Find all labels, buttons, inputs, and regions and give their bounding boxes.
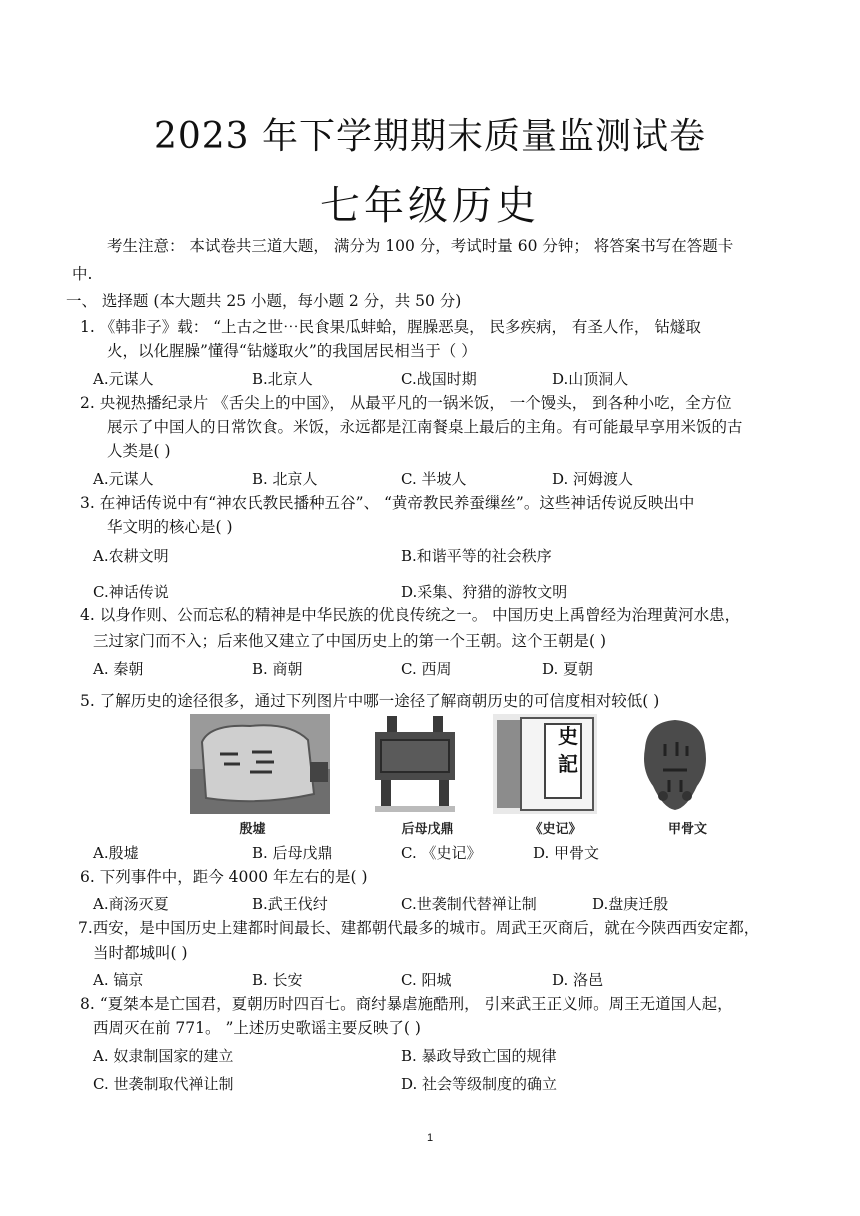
question-2-line-3: 人类是( ) xyxy=(107,442,171,460)
caption-yinxu: 殷墟 xyxy=(239,822,266,837)
q4-option-c: C. 西周 xyxy=(401,660,452,678)
notice-line-1: 考生注意： 本试卷共三道大题， 满分为 100 分，考试时量 60 分钟； 将答案书写在答题卡 xyxy=(107,237,734,255)
q1-option-a: A.元谋人 xyxy=(93,370,154,388)
q2-option-a: A.元谋人 xyxy=(93,470,154,488)
q2-option-c: C. 半坡人 xyxy=(401,470,467,488)
book-glyph-shi: 史 xyxy=(558,724,578,748)
q8-option-c: C. 世袭制取代禅让制 xyxy=(93,1075,234,1093)
page-number: 1 xyxy=(426,1132,434,1144)
q7-option-d: D. 洛邑 xyxy=(552,971,604,989)
q3-option-d: D.采集、狩猎的游牧文明 xyxy=(401,583,568,601)
q5-option-a: A.殷墟 xyxy=(93,844,139,862)
question-4-line-1: 4. 以身作则、公而忘私的精神是中华民族的优良传统之一。 中国历史上禹曾经为治理黄河水患， xyxy=(80,606,741,624)
section-heading: 一、 选择题 (本大题共 25 小题，每小题 2 分，共 50 分) xyxy=(66,292,462,310)
q4-option-d: D. 夏朝 xyxy=(542,660,594,678)
question-1-line-2: 火，以化腥臊”懂得“钻燧取火”的我国居民相当于（ ） xyxy=(107,342,477,360)
q3-option-a: A.农耕文明 xyxy=(93,547,169,565)
q7-option-c: C. 阳城 xyxy=(401,971,452,989)
q5-option-c: C. 《史记》 xyxy=(401,844,482,862)
q5-option-d: D. 甲骨文 xyxy=(533,844,600,862)
question-3-line-1: 3. 在神话传说中有“神农氏教民播种五谷”、 “黄帝教民养蚕缫丝”。这些神话传说反映出中 xyxy=(80,494,695,512)
oracle-bone-icon xyxy=(625,714,725,814)
q6-option-a: A.商汤灭夏 xyxy=(93,895,169,913)
question-6-line-1: 6. 下列事件中，距今 4000 年左右的是( ) xyxy=(80,868,368,886)
exam-subtitle: 七年级历史 xyxy=(320,183,540,229)
q8-option-d: D. 社会等级制度的确立 xyxy=(401,1075,558,1093)
q2-option-b: B. 北京人 xyxy=(252,470,318,488)
q6-option-c: C.世袭制代替禅让制 xyxy=(401,895,537,913)
caption-oracle-bone: 甲骨文 xyxy=(667,822,707,837)
q3-option-b: B.和谐平等的社会秩序 xyxy=(401,547,552,565)
q7-option-a: A. 镐京 xyxy=(93,971,144,989)
q4-option-a: A. 秦朝 xyxy=(93,660,144,678)
yinxu-picture xyxy=(190,714,315,838)
caption-shiji: 《史记》 xyxy=(529,822,582,837)
book-glyph-ji: 記 xyxy=(558,752,578,776)
q8-option-b: B. 暴政导致亡国的规律 xyxy=(401,1047,557,1065)
q3-option-c: C.神话传说 xyxy=(93,583,169,601)
q1-option-b: B.北京人 xyxy=(252,370,313,388)
question-8-line-1: 8. “夏桀本是亡国君，夏朝历时四百七。商纣暴虐施酷刑， 引来武王正义师。周王无道国人起， xyxy=(80,995,733,1013)
question-1-line-1: 1. 《韩非子》载： “上古之世⋯民食果瓜蚌蛤，腥臊恶臭， 民多疾病， 有圣人作， 钻燧取 xyxy=(80,318,701,336)
exam-title: 2023 年下学期期末质量监测试卷 xyxy=(153,116,707,157)
bronze-ding-icon xyxy=(365,714,465,814)
question-5-line-1: 5. 了解历史的途径很多，通过下列图片中哪一途径了解商朝历史的可信度相对较低( ) xyxy=(80,692,660,710)
q6-option-b: B.武王伐纣 xyxy=(252,895,328,913)
question-7-line-2: 当时都城叫( ) xyxy=(93,944,188,962)
question-4-line-2: 三过家门而不入；后来他又建立了中国历史上的第一个王朝。这个王朝是( ) xyxy=(93,632,607,650)
caption-houmuwu-ding: 后母戊鼎 xyxy=(401,822,454,837)
oracle-bone-picture xyxy=(625,714,750,838)
q1-option-c: C.战国时期 xyxy=(401,370,477,388)
q4-option-b: B. 商朝 xyxy=(252,660,303,678)
q5-option-b: B. 后母戊鼎 xyxy=(252,844,333,862)
houmuwu-ding-picture xyxy=(365,714,490,838)
shiji-picture xyxy=(493,714,618,838)
q8-option-a: A. 奴隶制国家的建立 xyxy=(93,1047,234,1065)
question-8-line-2: 西周灭在前 771。 ”上述历史歌谣主要反映了( ) xyxy=(93,1019,421,1037)
yinxu-stone-icon xyxy=(190,714,330,814)
question-3-line-2: 华文明的核心是( ) xyxy=(107,518,233,536)
question-2-line-1: 2. 央视热播纪录片 《舌尖上的中国》， 从最平凡的一锅米饭， 一个馒头， 到各种小吃，全方位 xyxy=(80,394,732,412)
q7-option-b: B. 长安 xyxy=(252,971,303,989)
q2-option-d: D. 河姆渡人 xyxy=(552,470,634,488)
q5-picture-strip xyxy=(190,714,730,838)
q1-option-d: D.山顶洞人 xyxy=(552,370,629,388)
question-2-line-2: 展示了中国人的日常饮食。米饭，永远都是江南餐桌上最后的主角。有可能最早享用米饭的古 xyxy=(107,418,743,436)
notice-line-2: 中. xyxy=(72,265,93,283)
question-7-line-1: 7.西安，是中国历史上建都时间最长、建都朝代最多的城市。周武王灭商后，就在今陕西西安定都， xyxy=(78,919,760,937)
q6-option-d: D.盘庚迁殷 xyxy=(592,895,669,913)
book-title-glyphs xyxy=(551,722,585,778)
